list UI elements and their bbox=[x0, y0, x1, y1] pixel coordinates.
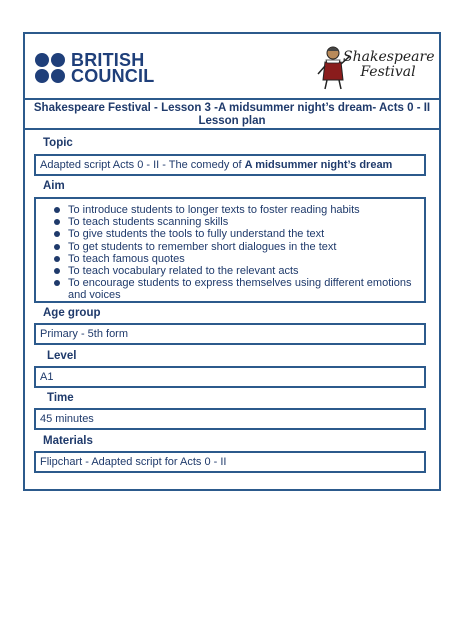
page-title: Shakespeare Festival - Lesson 3 -A midsummer night’s dream- Acts 0 - II Lesson plan bbox=[25, 100, 439, 130]
list-item: To encourage students to express themselves using different emotions and voices bbox=[52, 277, 420, 301]
time-box bbox=[34, 408, 426, 430]
topic-box bbox=[34, 154, 426, 176]
aim-list bbox=[40, 204, 420, 302]
materials-box bbox=[34, 451, 426, 473]
level-label: Level bbox=[47, 350, 77, 362]
time-value: 45 minutes bbox=[40, 413, 94, 425]
list-item: To teach students scanning skills bbox=[52, 216, 420, 228]
lesson-plan-frame bbox=[23, 32, 441, 491]
topic-label: Topic bbox=[43, 137, 73, 149]
shakespeare-festival-logo bbox=[317, 44, 433, 92]
british-council-wordmark: BRITISH COUNCIL bbox=[71, 50, 155, 86]
list-item: To teach vocabulary related to the relevant acts bbox=[52, 265, 420, 277]
aim-box bbox=[34, 197, 426, 303]
festival-wordmark: Shakespeare Festival bbox=[343, 49, 435, 80]
age-group-box bbox=[34, 323, 426, 345]
list-item: To introduce students to longer texts to foster reading habits bbox=[52, 204, 420, 216]
level-box bbox=[34, 366, 426, 388]
topic-value-bold: A midsummer night’s dream bbox=[244, 159, 393, 171]
materials-label: Materials bbox=[43, 435, 93, 447]
list-item: To give students the tools to fully understand the text bbox=[52, 228, 420, 240]
aim-label: Aim bbox=[43, 180, 65, 192]
age-group-label: Age group bbox=[43, 307, 101, 319]
materials-value: Flipchart - Adapted script for Acts 0 - II bbox=[40, 456, 227, 468]
list-item: To get students to remember short dialogues in the text bbox=[52, 241, 420, 253]
age-group-value: Primary - 5th form bbox=[40, 328, 129, 340]
british-council-dots-icon bbox=[35, 53, 65, 83]
topic-value: Adapted script Acts 0 - II - The comedy of bbox=[40, 159, 245, 171]
british-council-logo bbox=[35, 52, 154, 84]
list-item: To teach famous quotes bbox=[52, 253, 420, 265]
time-label: Time bbox=[47, 392, 74, 404]
header bbox=[25, 34, 439, 100]
level-value: A1 bbox=[40, 371, 54, 383]
